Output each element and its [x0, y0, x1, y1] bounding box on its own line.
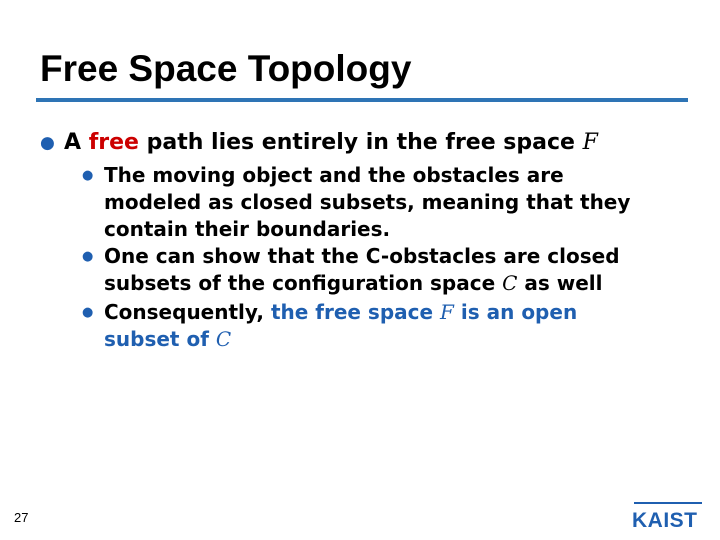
sub-bullet-2-line2-a: subsets of the configuration space [104, 271, 503, 295]
sub-bullet-2-line1: One can show that the C-obstacles are closed [104, 244, 620, 268]
sub-bullet-2-line2-b: as well [517, 271, 603, 295]
sub-bullet-marker: ● [82, 249, 94, 264]
sub-bullet-3-line2 [104, 326, 231, 353]
main-bullet-text-a: A [64, 130, 89, 155]
svg-text:KAIST: KAIST [632, 509, 698, 530]
bullet-marker: ● [40, 133, 55, 153]
math-symbol-f: F [582, 130, 598, 155]
sub-bullet-3-line2-a: subset of [104, 327, 216, 351]
main-bullet-text-b: path lies entirely in the free space [138, 130, 583, 155]
page-number: 27 [14, 510, 29, 525]
main-bullet-text [64, 128, 598, 158]
math-symbol-c: C [502, 271, 518, 295]
sub-bullet-2-line2 [104, 270, 603, 297]
math-symbol-f: F [440, 300, 454, 324]
sub-bullet-3-line1 [104, 299, 577, 326]
kaist-logo [628, 500, 704, 534]
free-highlight: free [88, 130, 139, 155]
sub-bullet-3-highlight-a: the free space [270, 300, 441, 324]
slide-title: Free Space Topology [40, 48, 412, 89]
title-underline [36, 98, 688, 102]
sub-bullet-marker: ● [82, 168, 94, 183]
sub-bullet-marker: ● [82, 305, 94, 320]
kaist-logo-mark [628, 500, 704, 530]
sub-bullet-1-line2: modeled as closed subsets, meaning that they [104, 190, 631, 214]
sub-bullet-3-highlight-b: is an open [453, 300, 578, 324]
math-symbol-c: C [215, 327, 232, 351]
sub-bullet-1-line1: The moving object and the obstacles are [104, 163, 564, 187]
sub-bullet-1-line3: contain their boundaries. [104, 217, 391, 241]
sub-bullet-3-line1-a: Consequently, [104, 300, 271, 324]
